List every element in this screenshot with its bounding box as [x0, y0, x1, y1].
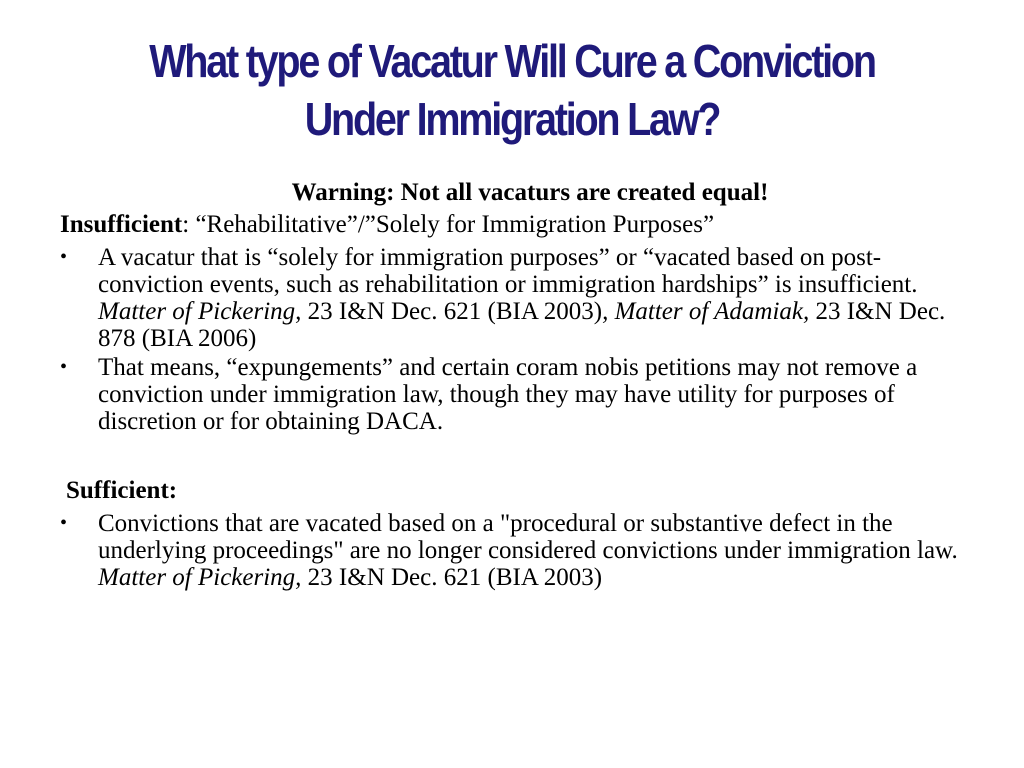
case-citation: Matter of Pickering,: [98, 298, 302, 325]
bullet-text: 23 I&N Dec. 878 (BIA 2006): [98, 298, 946, 352]
list-item: [60, 244, 980, 352]
insufficient-separator: :: [182, 211, 196, 238]
slide-title-line-1: What type of Vacatur Will Cure a Conviction: [149, 35, 875, 87]
warning-heading: Warning: Not all vacaturs are created equal!: [291, 179, 769, 206]
sufficient-bullet-list: [60, 510, 980, 591]
bullet-icon: •: [60, 512, 68, 534]
case-citation: Matter of Pickering,: [98, 564, 302, 591]
bullet-text: 23 I&N Dec. 621 (BIA 2003): [301, 298, 603, 325]
list-item: [60, 510, 980, 591]
bullet-text: 23 I&N Dec. 621 (BIA 2003): [301, 564, 603, 591]
insufficient-bullet-list: [60, 244, 980, 435]
insufficient-text: “Rehabilitative”/”Solely for Immigration Purposes”: [195, 211, 715, 238]
sufficient-label: Sufficient:: [66, 477, 178, 504]
bullet-icon: •: [60, 246, 68, 268]
insufficient-line: [60, 210, 980, 240]
list-item: [60, 354, 980, 435]
bullet-text: That means, “expungements” and certain coram nobis petitions may not remove a conviction under immigration law, though they may have utility for purposes of discretion or for obtaining DACA.: [98, 354, 918, 435]
slide-body: [60, 178, 980, 593]
bullet-text: A vacatur that is “solely for immigration purposes” or “vacated based on post-conviction events, such as rehabilitation or immigration hardships” is insufficient.: [98, 244, 918, 298]
case-citation: , Matter of Adamiak,: [602, 298, 810, 325]
bullet-text: Convictions that are vacated based on a "procedural or substantive defect in the underlying proceedings" are no longer considered convictions under immigration law.: [98, 510, 958, 564]
slide-title: [89, 32, 935, 148]
insufficient-label: Insufficient: [60, 211, 183, 238]
slide-title-line-2: Under Immigration Law?: [304, 93, 720, 145]
bullet-icon: •: [60, 356, 68, 378]
